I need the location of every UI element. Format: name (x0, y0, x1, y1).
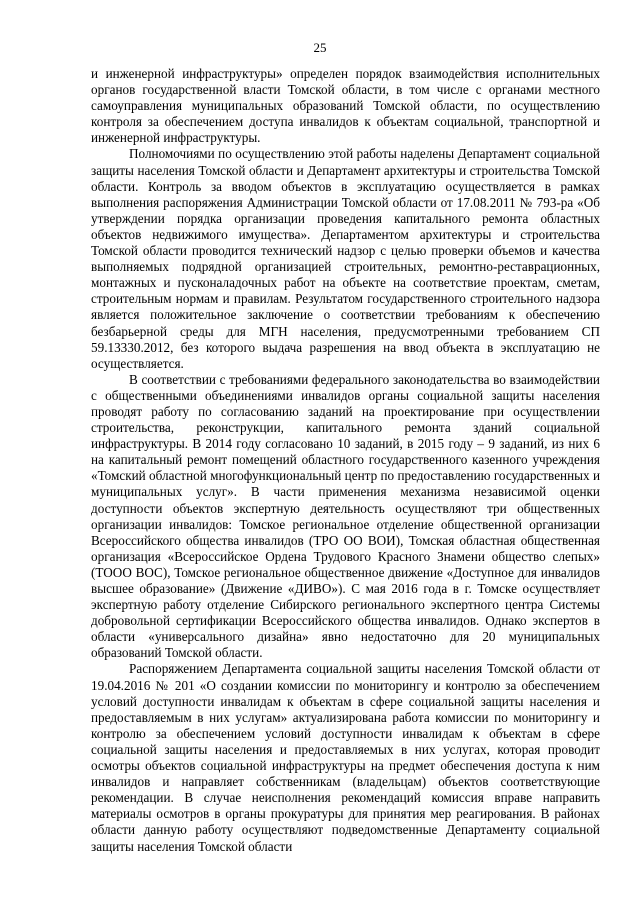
page-number: 25 (313, 40, 327, 55)
document-body (91, 66, 600, 855)
paragraph-commission-order: Распоряжением Департамента социальной защиты населения Томской области от 19.04.2016 № 201 «О создании комиссии по мониторингу и контролю за обеспечением условий доступности инвалидам к объектам в сфере социальной защиты населения и предоставляемым в них услугам» актуализирована работа комиссии по мониторингу и контролю за обеспечением условий доступности инвалидам к объектам в сфере социальной защиты населения и предоставляемых в них услугах, которая проводит осмотры объектов социальной инфраструктуры на предмет обеспечения доступа к ним инвалидов и направляет собственникам (владельцам) объектов соответствующие рекомендации. В случае неисполнения рекомендаций комиссия вправе направить материалы осмотров в органы прокуратуры для принятия мер реагирования. В районах области данную работу осуществляют подведомственные Департаменту социальной защиты населения Томской области (91, 661, 600, 854)
paragraph-continuation: и инженерной инфраструктуры» определен порядок взаимодействия исполнительных органов государственной власти Томской области, в том числе с органами местного самоуправления муниципальных образований Томской области, по осуществлению контроля за обеспечением доступа инвалидов к объектам социальной, транспортной и инженерной инфраструктуры. (91, 66, 600, 146)
paragraph-authority: Полномочиями по осуществлению этой работы наделены Департамент социальной защиты населения Томской области и Департамент архитектуры и строительства Томской области. Контроль за вводом объектов в эксплуатацию осуществляется в рамках выполнения распоряжения Администрации Томской области от 17.08.2011 № 793-ра «Об утверждении порядка организации проведения капитального ремонта областных объектов недвижимого имущества». Департаментом архитектуры и строительства Томской области проводится технический надзор с целью проверки объемов и качества выполняемых подрядной организацией строительных, ремонтно-реставрационных, монтажных и пусконаладочных работ на объекте на соответствие проектам, сметам, строительным нормам и правилам. Результатом государственного строительного надзора является положительное заключение о соответствии требованиям к обеспечению безбарьерной среды для МГН населения, предусмотренными требованием СП 59.13330.2012, без которого выдача разрешения на ввод объекта в эксплуатацию не осуществляется. (91, 146, 600, 371)
paragraph-federal-requirements: В соответствии с требованиями федерального законодательства во взаимодействии с общественными объединениями инвалидов органы социальной защиты населения проводят работу по согласованию заданий на проектирование при осуществлении строительства, реконструкции, капитального ремонта зданий социальной инфраструктуры. В 2014 году согласовано 10 заданий, в 2015 году – 9 заданий, из них 6 на капитальный ремонт помещений областного государственного казенного учреждения «Томский областной многофункциональный центр по предоставлению государственных и муниципальных услуг». В части применения механизма независимой оценки доступности объектов экспертную деятельность осуществляют три общественных организации инвалидов: Томское региональное отделение общественной организации Всероссийского общества инвалидов (ТРО ОО ВОИ), Томская областная общественная организация «Всероссийское Ордена Трудового Красного Знамени общество слепых» (ТООО ВОС), Томское региональное общественное движение «Доступное для инвалидов высшее образование» (Движение «ДИВО»). С мая 2016 года в г. Томске осуществляет экспертную работу отделение Сибирского регионального экспертного центра Системы добровольной сертификации Всероссийского общества инвалидов. Однако экспертов в области «универсального дизайна» явно недостаточно для 20 муниципальных образований Томской области. (91, 371, 600, 661)
